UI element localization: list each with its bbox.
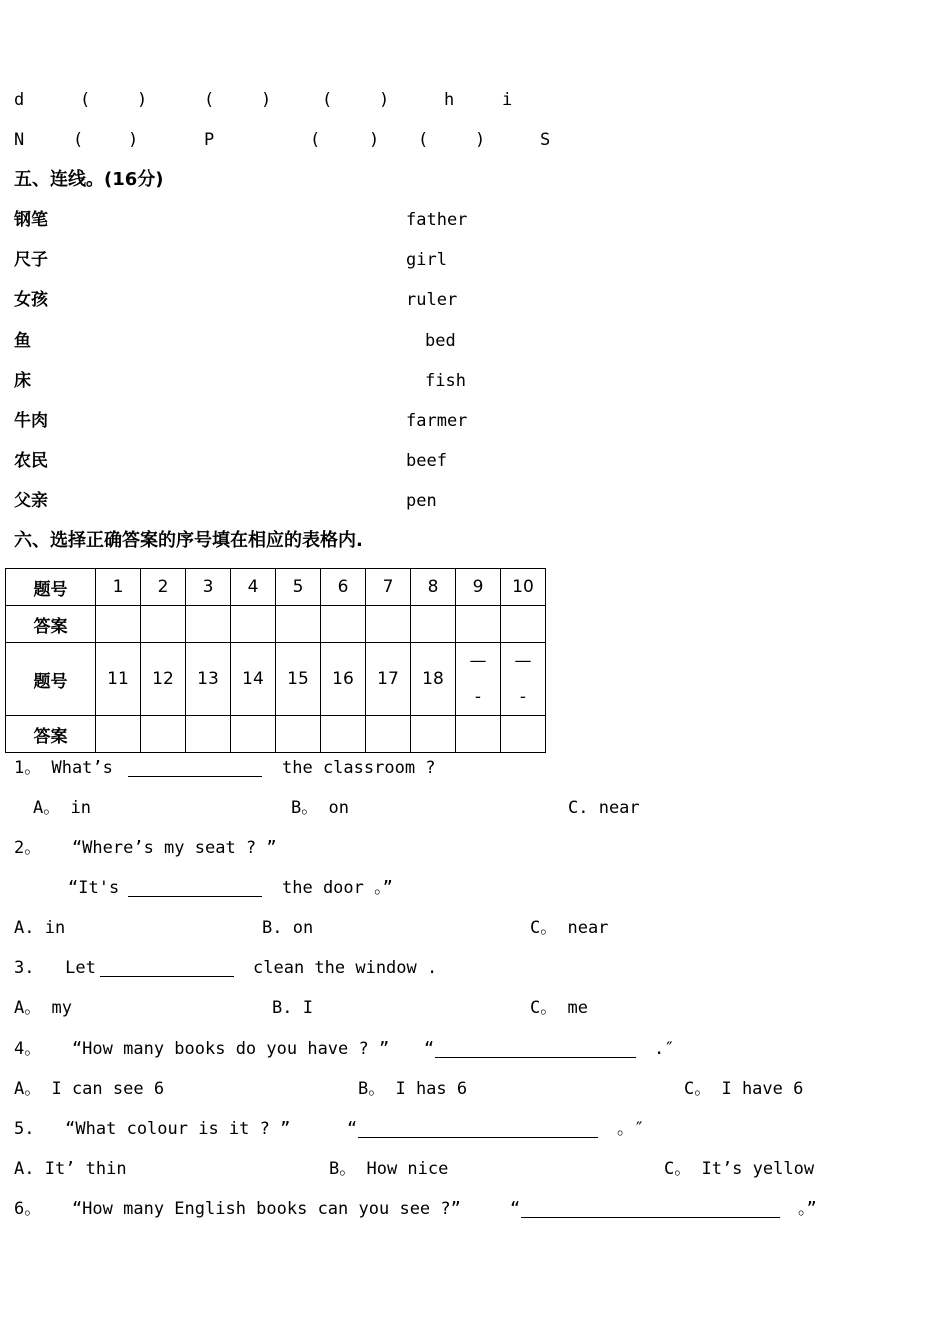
- option-a: A。 in: [33, 798, 91, 818]
- quote-close: .″: [654, 1039, 675, 1059]
- paren-close: ): [261, 90, 272, 110]
- option-a: A。 I can see 6: [14, 1079, 165, 1099]
- question-number: 14: [231, 643, 276, 716]
- answer-cell[interactable]: [321, 606, 366, 643]
- answer-cell[interactable]: [411, 606, 456, 643]
- answer-table: [5, 568, 546, 753]
- letter: P: [204, 130, 215, 150]
- answer-cell[interactable]: [231, 716, 276, 753]
- answer-blank[interactable]: [128, 760, 262, 777]
- paren-open: (: [418, 130, 429, 150]
- en-word: father: [406, 210, 468, 230]
- question-number: 7: [366, 569, 411, 606]
- question-number: 12: [141, 643, 186, 716]
- question-number: 9: [456, 569, 501, 606]
- question-number: 3: [186, 569, 231, 606]
- answer-blank[interactable]: [435, 1041, 636, 1058]
- cn-word: 农民: [14, 451, 48, 471]
- quote-close: 。″: [617, 1119, 645, 1139]
- question-text: 6。 “How many English books can you see ?”: [14, 1199, 461, 1219]
- letter: S: [540, 130, 551, 150]
- paren-close: ): [369, 130, 380, 150]
- answer-cell[interactable]: [501, 716, 546, 753]
- option-a: A. It’ thin: [14, 1159, 127, 1179]
- cn-word: 鱼: [14, 331, 31, 351]
- option-b: B。 on: [291, 798, 349, 818]
- question-text: “It's: [68, 878, 120, 898]
- paren-close: ): [137, 90, 148, 110]
- paren-open: (: [204, 90, 215, 110]
- option-c: C. near: [568, 798, 640, 818]
- answer-cell[interactable]: [96, 606, 141, 643]
- cn-word: 床: [14, 371, 31, 391]
- section-5-title: 五、连线。(16分): [14, 169, 164, 190]
- question-number: 15: [276, 643, 321, 716]
- answer-blank[interactable]: [128, 880, 262, 897]
- option-a: A. in: [14, 918, 66, 938]
- en-word: ruler: [406, 290, 458, 310]
- answer-cell[interactable]: [411, 716, 456, 753]
- question-text: 2。 “Where’s my seat ? ”: [14, 838, 277, 858]
- answer-blank[interactable]: [521, 1201, 780, 1218]
- cn-word: 牛肉: [14, 411, 48, 431]
- cn-word: 女孩: [14, 290, 48, 310]
- option-b: B. I: [272, 998, 313, 1018]
- en-word: farmer: [406, 411, 468, 431]
- label-question-number: 题号: [6, 643, 96, 716]
- question-number: 2: [141, 569, 186, 606]
- question-number: 5: [276, 569, 321, 606]
- question-number: 6: [321, 569, 366, 606]
- option-c: C。 near: [530, 918, 609, 938]
- answer-cell[interactable]: [186, 606, 231, 643]
- paren-open: (: [80, 90, 91, 110]
- paren-open: (: [322, 90, 333, 110]
- letter: N: [14, 130, 25, 150]
- answer-cell[interactable]: [366, 606, 411, 643]
- question-text: 5. “What colour is it ? ”: [14, 1119, 291, 1139]
- paren-close: ): [379, 90, 390, 110]
- answer-cell[interactable]: [456, 606, 501, 643]
- answer-cell[interactable]: [96, 716, 141, 753]
- letter: i: [502, 90, 513, 110]
- letter: d: [14, 90, 25, 110]
- answer-cell[interactable]: [501, 606, 546, 643]
- answer-cell[interactable]: [141, 716, 186, 753]
- option-a: A。 my: [14, 998, 72, 1018]
- cn-word: 尺子: [14, 250, 48, 270]
- answer-cell[interactable]: [366, 716, 411, 753]
- table-row: [6, 643, 546, 716]
- answer-cell[interactable]: [456, 716, 501, 753]
- question-text: 3. Let: [14, 958, 96, 978]
- quote-open: “: [424, 1039, 435, 1059]
- option-c: C。 It’s yellow: [664, 1159, 815, 1179]
- quote-open: “: [347, 1119, 358, 1139]
- question-number: 8: [411, 569, 456, 606]
- answer-cell[interactable]: [231, 606, 276, 643]
- option-c: C。 I have 6: [684, 1079, 804, 1099]
- table-row: [6, 716, 546, 753]
- option-b: B. on: [262, 918, 314, 938]
- answer-blank[interactable]: [100, 960, 234, 977]
- cn-word: 钢笔: [14, 210, 48, 230]
- en-word: beef: [406, 451, 447, 471]
- option-b: B。 How nice: [329, 1159, 449, 1179]
- question-text: 1。 What’s: [14, 758, 113, 778]
- question-text: clean the window .: [253, 958, 438, 978]
- option-c: C。 me: [530, 998, 588, 1018]
- paren-close: ): [128, 130, 139, 150]
- answer-cell[interactable]: [276, 716, 321, 753]
- question-number: 17: [366, 643, 411, 716]
- table-row: [6, 569, 546, 606]
- en-word: bed: [425, 331, 456, 351]
- paren-open: (: [310, 130, 321, 150]
- answer-cell[interactable]: [321, 716, 366, 753]
- en-word: fish: [425, 371, 466, 391]
- label-question-number: 题号: [6, 569, 96, 606]
- label-answer: 答案: [6, 716, 96, 753]
- cn-word: 父亲: [14, 491, 48, 511]
- answer-blank[interactable]: [358, 1121, 598, 1138]
- question-number: 1: [96, 569, 141, 606]
- dash-cell: — -: [456, 643, 501, 716]
- question-number: 16: [321, 643, 366, 716]
- answer-cell[interactable]: [141, 606, 186, 643]
- question-text: the door 。”: [282, 878, 393, 898]
- en-word: pen: [406, 491, 437, 511]
- question-number: 10: [501, 569, 546, 606]
- question-text: the classroom ?: [282, 758, 436, 778]
- question-number: 18: [411, 643, 456, 716]
- answer-cell[interactable]: [276, 606, 321, 643]
- option-b: B。 I has 6: [358, 1079, 468, 1099]
- en-word: girl: [406, 250, 447, 270]
- question-text: 4。 “How many books do you have ? ”: [14, 1039, 390, 1059]
- quote-open: “: [510, 1199, 521, 1219]
- paren-open: (: [73, 130, 84, 150]
- question-number: 11: [96, 643, 141, 716]
- table-row: [6, 606, 546, 643]
- paren-close: ): [475, 130, 486, 150]
- question-number: 4: [231, 569, 276, 606]
- label-answer: 答案: [6, 606, 96, 643]
- question-number: 13: [186, 643, 231, 716]
- section-6-title: 六、选择正确答案的序号填在相应的表格内.: [14, 530, 363, 551]
- quote-close: 。”: [798, 1199, 817, 1219]
- letter: h: [444, 90, 455, 110]
- dash-cell: — -: [501, 643, 546, 716]
- answer-cell[interactable]: [186, 716, 231, 753]
